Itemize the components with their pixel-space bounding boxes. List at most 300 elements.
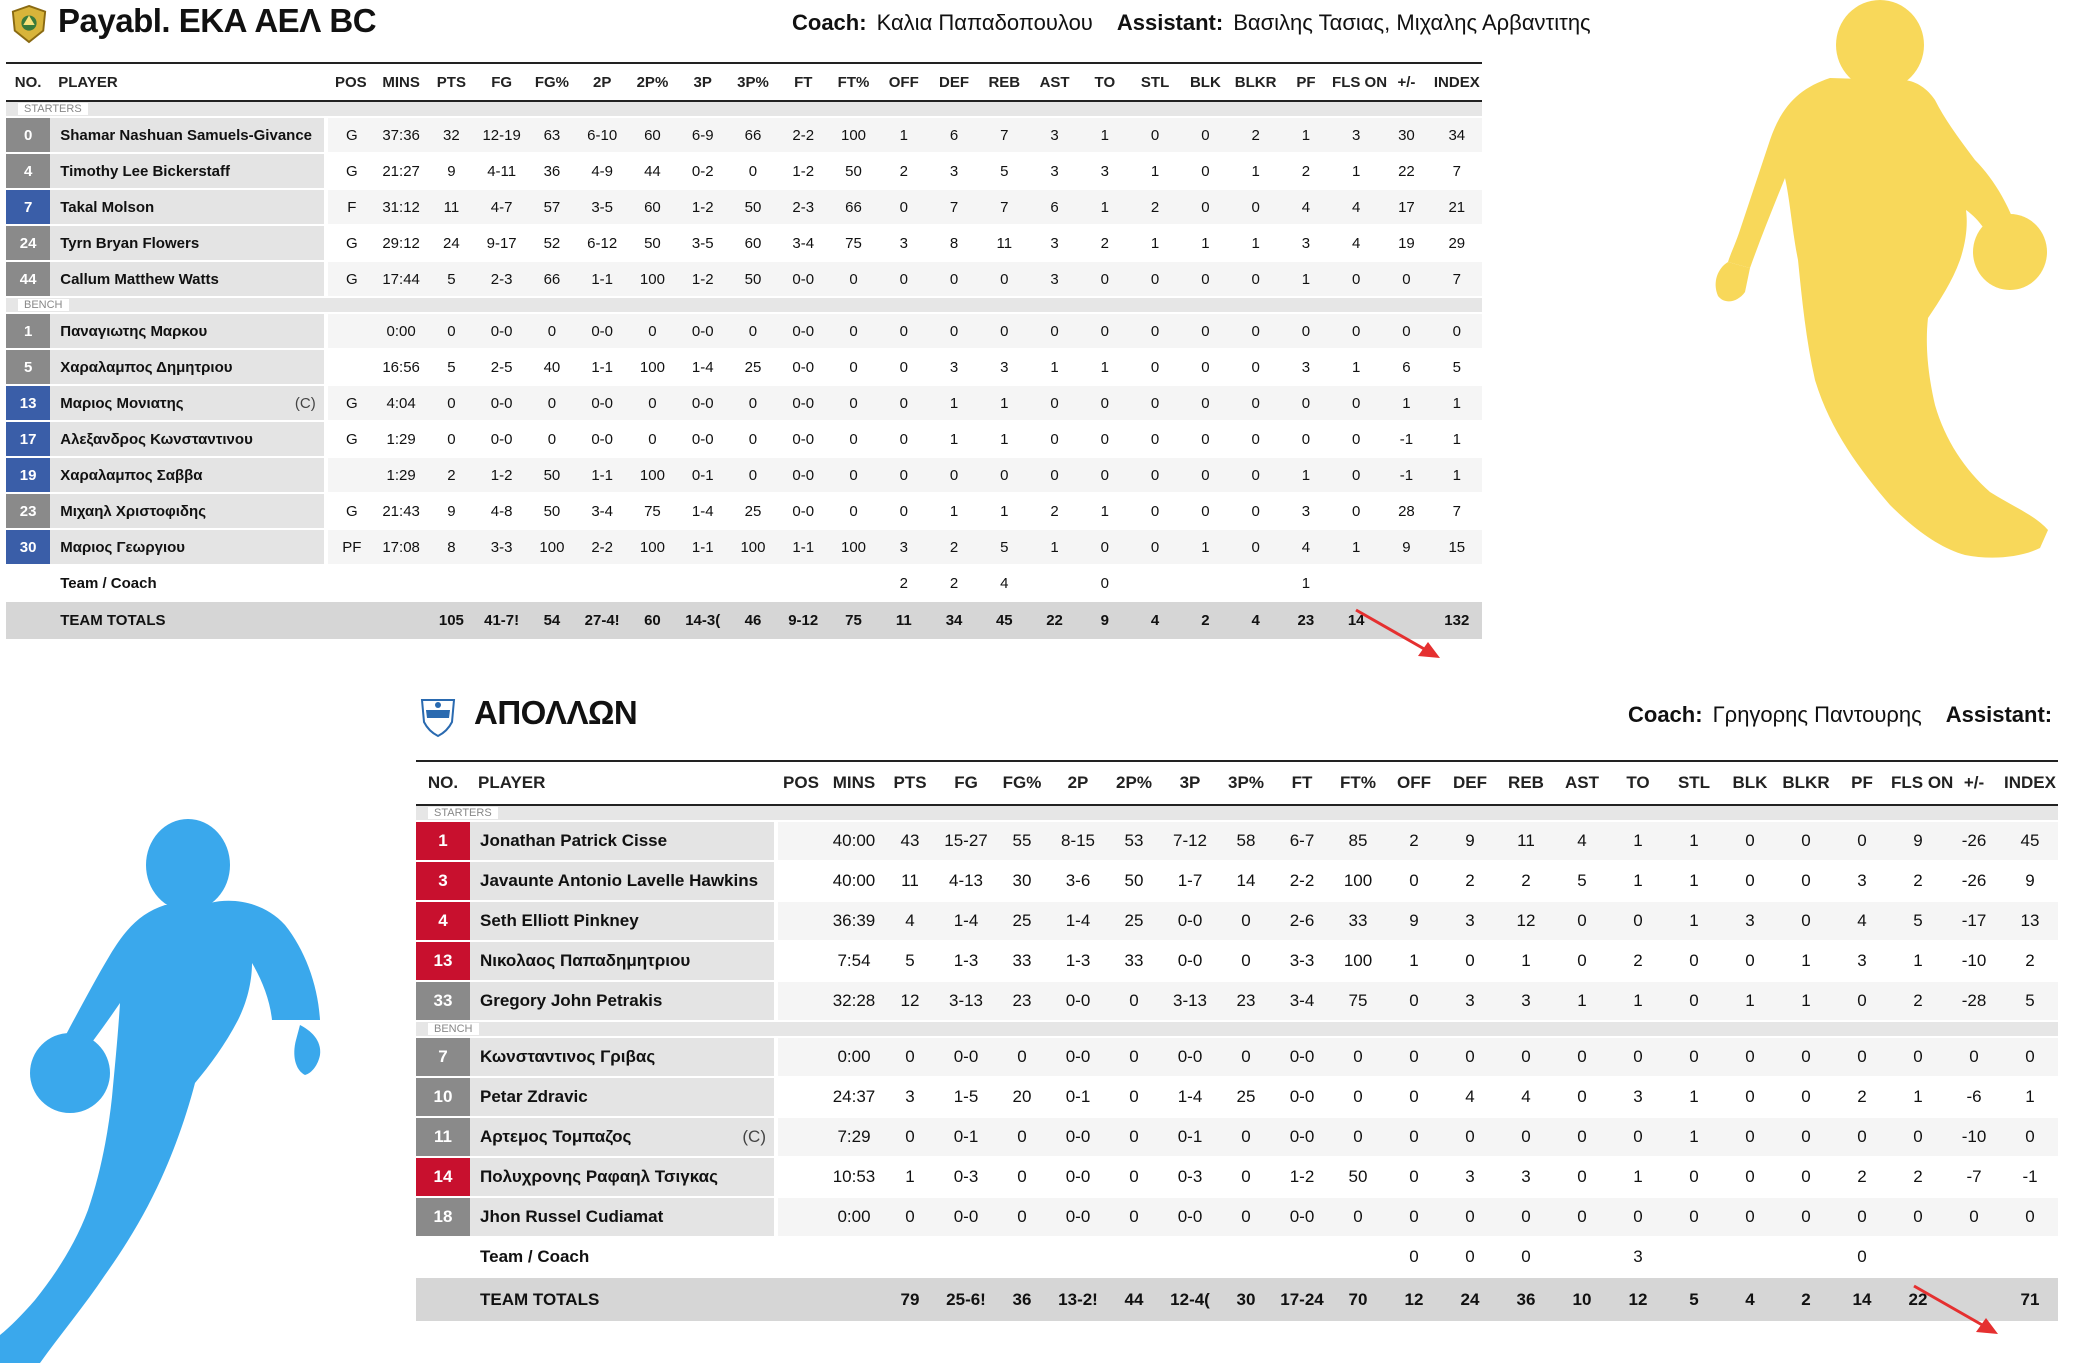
stat-cell: 0 bbox=[1554, 1117, 1610, 1157]
stat-cell: 75 bbox=[1330, 981, 1386, 1021]
stat-cell: 4 bbox=[979, 565, 1029, 601]
stat-cell: 1 bbox=[1666, 1117, 1722, 1157]
column-header[interactable]: PLAYER bbox=[470, 761, 776, 805]
stat-cell: 0 bbox=[1946, 1197, 2002, 1237]
player-name[interactable] bbox=[50, 313, 325, 349]
stat-cell: 21:43 bbox=[376, 493, 426, 529]
stat-cell: 4-7 bbox=[477, 189, 527, 225]
player-name-text[interactable]: Αρτεμος Τομπαζος bbox=[480, 1127, 632, 1146]
stat-cell bbox=[776, 1237, 826, 1277]
stat-cell: -1 bbox=[2002, 1157, 2058, 1197]
stat-cell bbox=[826, 1237, 882, 1277]
player-name-text[interactable]: Χαραλαμπος Δημητριου bbox=[60, 358, 233, 376]
stat-cell: 4 bbox=[1834, 901, 1890, 941]
stat-cell: 2 bbox=[1890, 861, 1946, 901]
player-name[interactable] bbox=[50, 189, 325, 225]
stat-cell: 2-3 bbox=[477, 261, 527, 297]
stat-cell: 0 bbox=[1442, 1117, 1498, 1157]
stat-cell: 3-3 bbox=[477, 529, 527, 565]
stat-cell: 100 bbox=[1330, 941, 1386, 981]
stat-cell: 23 bbox=[994, 981, 1050, 1021]
stat-cell: 2-5 bbox=[477, 349, 527, 385]
column-header[interactable]: 3P bbox=[678, 63, 728, 101]
jersey-number: 18 bbox=[416, 1197, 470, 1237]
total-cell: 12-4( bbox=[1162, 1277, 1218, 1321]
stat-cell: F bbox=[326, 189, 376, 225]
player-row[interactable] bbox=[416, 1077, 2058, 1117]
player-name-text[interactable]: Javaunte Antonio Lavelle Hawkins bbox=[480, 871, 759, 890]
bench-section bbox=[6, 297, 1482, 313]
stat-cell: 0 bbox=[879, 385, 929, 421]
stat-cell: G bbox=[326, 153, 376, 189]
stat-cell: 0-0 bbox=[1274, 1197, 1330, 1237]
player-name-text[interactable]: Gregory John Petrakis bbox=[480, 991, 663, 1010]
blue-player-silhouette bbox=[0, 815, 360, 1363]
stat-cell: 58 bbox=[1218, 821, 1274, 861]
stat-cell: 0-0 bbox=[1050, 1197, 1106, 1237]
stat-cell: 3 bbox=[1610, 1237, 1666, 1277]
column-header[interactable]: FLS ON bbox=[1331, 63, 1381, 101]
player-name-text[interactable]: Seth Elliott Pinkney bbox=[480, 911, 639, 930]
stat-cell: G bbox=[326, 225, 376, 261]
stat-cell: 0-3 bbox=[1162, 1157, 1218, 1197]
jersey-number: 7 bbox=[6, 189, 50, 225]
player-row[interactable] bbox=[6, 189, 1482, 225]
column-header[interactable]: 2P bbox=[577, 63, 627, 101]
column-header[interactable]: FLS ON bbox=[1890, 761, 1946, 805]
stat-cell: 4 bbox=[1331, 225, 1381, 261]
column-header[interactable]: NO. bbox=[416, 761, 470, 805]
stat-cell: 0 bbox=[1554, 1157, 1610, 1197]
player-name[interactable] bbox=[470, 941, 776, 981]
jersey-number: 14 bbox=[416, 1157, 470, 1197]
stat-cell: 8 bbox=[929, 225, 979, 261]
column-header[interactable]: INDEX bbox=[2002, 761, 2058, 805]
player-row[interactable] bbox=[416, 901, 2058, 941]
player-row[interactable] bbox=[416, 1117, 2058, 1157]
stat-cell: 6-9 bbox=[678, 117, 728, 153]
stat-cell: 1 bbox=[1498, 941, 1554, 981]
column-header[interactable]: FT% bbox=[1330, 761, 1386, 805]
column-header[interactable]: INDEX bbox=[1432, 63, 1482, 101]
column-header[interactable]: DEF bbox=[929, 63, 979, 101]
player-name-text[interactable]: Αλεξανδρος Κωνσταντινου bbox=[60, 430, 253, 448]
player-row[interactable] bbox=[416, 1157, 2058, 1197]
total-cell: 12 bbox=[1610, 1277, 1666, 1321]
jersey-number: 1 bbox=[416, 821, 470, 861]
player-name-text[interactable]: Νικολαος Παπαδημητριου bbox=[480, 951, 691, 970]
column-header[interactable]: PF bbox=[1281, 63, 1331, 101]
stat-cell: 1 bbox=[1080, 117, 1130, 153]
column-header[interactable]: FT bbox=[778, 63, 828, 101]
stat-cell: 3 bbox=[1834, 941, 1890, 981]
stat-cell: 0 bbox=[1890, 1117, 1946, 1157]
stat-cell: 1 bbox=[929, 421, 979, 457]
player-name-text[interactable]: Πολυχρονης Ραφαηλ Τσιγκας bbox=[480, 1167, 718, 1186]
player-row[interactable] bbox=[416, 861, 2058, 901]
player-name-text[interactable]: Παναγιωτης Μαρκου bbox=[60, 322, 208, 340]
stat-cell: 40:00 bbox=[826, 821, 882, 861]
total-cell: 71 bbox=[2002, 1277, 2058, 1321]
player-name-text[interactable]: Callum Matthew Watts bbox=[60, 270, 219, 288]
section-label: BENCH bbox=[428, 1023, 479, 1035]
stat-cell: 17 bbox=[1381, 189, 1431, 225]
stat-cell: 7:29 bbox=[826, 1117, 882, 1157]
player-name-text[interactable]: Takal Molson bbox=[60, 198, 155, 216]
stat-cell: 1 bbox=[1029, 349, 1079, 385]
stat-cell: 0 bbox=[1331, 261, 1381, 297]
column-header[interactable]: +/- bbox=[1946, 761, 2002, 805]
total-cell: 9 bbox=[1080, 601, 1130, 639]
stat-cell: 3 bbox=[1442, 901, 1498, 941]
total-cell: 54 bbox=[527, 601, 577, 639]
column-header[interactable]: FT bbox=[1274, 761, 1330, 805]
column-header[interactable]: 2P% bbox=[1106, 761, 1162, 805]
stat-cell: 2 bbox=[1386, 821, 1442, 861]
player-name[interactable] bbox=[50, 261, 325, 297]
stat-cell: 1-4 bbox=[938, 901, 994, 941]
column-header[interactable]: AST bbox=[1029, 63, 1079, 101]
column-header[interactable]: STL bbox=[1130, 63, 1180, 101]
stat-cell: 1 bbox=[979, 385, 1029, 421]
stat-cell: 0 bbox=[1218, 1117, 1274, 1157]
stat-cell: 0 bbox=[979, 457, 1029, 493]
stat-cell: 0 bbox=[1331, 313, 1381, 349]
column-header[interactable]: REB bbox=[979, 63, 1029, 101]
column-header[interactable]: 3P% bbox=[1218, 761, 1274, 805]
stat-cell: 2 bbox=[1080, 225, 1130, 261]
stat-cell: 0 bbox=[1778, 1077, 1834, 1117]
stat-cell: 44 bbox=[627, 153, 677, 189]
player-row[interactable] bbox=[6, 117, 1482, 153]
column-header[interactable]: BLKR bbox=[1778, 761, 1834, 805]
stat-cell: 0 bbox=[728, 153, 778, 189]
stat-cell: 1-4 bbox=[1162, 1077, 1218, 1117]
player-row[interactable] bbox=[416, 1037, 2058, 1077]
player-name[interactable] bbox=[470, 821, 776, 861]
stat-cell: 1-3 bbox=[938, 941, 994, 981]
player-name[interactable] bbox=[470, 981, 776, 1021]
header-row bbox=[416, 761, 2058, 805]
column-header[interactable]: FT% bbox=[828, 63, 878, 101]
captain-badge: (C) bbox=[742, 1127, 766, 1146]
player-row[interactable] bbox=[6, 385, 1482, 421]
stat-cell: 0 bbox=[1080, 261, 1130, 297]
stat-cell bbox=[1432, 565, 1482, 601]
player-name[interactable] bbox=[470, 901, 776, 941]
total-cell: 5 bbox=[1666, 1277, 1722, 1321]
stat-cell: 30 bbox=[994, 861, 1050, 901]
stat-cell: 15-27 bbox=[938, 821, 994, 861]
stat-cell: 0 bbox=[1130, 493, 1180, 529]
column-header[interactable]: PF bbox=[1834, 761, 1890, 805]
stat-cell: 0 bbox=[1722, 1037, 1778, 1077]
stat-cell: 0 bbox=[1554, 941, 1610, 981]
column-header[interactable]: MINS bbox=[826, 761, 882, 805]
stat-cell bbox=[1381, 565, 1431, 601]
stat-cell: 1 bbox=[2002, 1077, 2058, 1117]
stat-cell: 0 bbox=[1080, 565, 1130, 601]
stat-cell: 0 bbox=[882, 1117, 938, 1157]
jersey-number: 4 bbox=[6, 153, 50, 189]
stat-cell: 1 bbox=[1722, 981, 1778, 1021]
jersey-number: 44 bbox=[6, 261, 50, 297]
column-header[interactable]: PLAYER bbox=[50, 63, 325, 101]
coach-label: Coach: bbox=[792, 10, 867, 35]
stat-cell: 0 bbox=[1386, 1037, 1442, 1077]
stat-cell: 0 bbox=[1180, 117, 1230, 153]
column-header[interactable]: FG% bbox=[527, 63, 577, 101]
stat-cell: 4-9 bbox=[577, 153, 627, 189]
stat-cell: 4 bbox=[1442, 1077, 1498, 1117]
stat-cell: 6-7 bbox=[1274, 821, 1330, 861]
player-row[interactable] bbox=[6, 261, 1482, 297]
stat-cell: 60 bbox=[627, 189, 677, 225]
player-name-text[interactable]: Χαραλαμπος Σαββα bbox=[60, 466, 203, 484]
player-row[interactable] bbox=[416, 821, 2058, 861]
player-name-text[interactable]: Jhon Russel Cudiamat bbox=[480, 1207, 664, 1226]
column-header[interactable]: OFF bbox=[879, 63, 929, 101]
total-cell: 22 bbox=[1890, 1277, 1946, 1321]
stat-cell: 1:29 bbox=[376, 421, 426, 457]
stat-cell: 28 bbox=[1381, 493, 1431, 529]
jersey-number: 30 bbox=[6, 529, 50, 565]
column-header[interactable]: FG bbox=[477, 63, 527, 101]
column-header[interactable]: TO bbox=[1610, 761, 1666, 805]
stat-cell: 1 bbox=[1890, 1077, 1946, 1117]
player-row[interactable] bbox=[6, 153, 1482, 189]
stat-cell: 5 bbox=[426, 261, 476, 297]
section-label: STARTERS bbox=[428, 807, 498, 819]
player-row[interactable] bbox=[416, 941, 2058, 981]
stat-cell: 3 bbox=[979, 349, 1029, 385]
stat-cell: 25 bbox=[1106, 901, 1162, 941]
column-header[interactable]: 2P bbox=[1050, 761, 1106, 805]
player-row[interactable] bbox=[6, 349, 1482, 385]
column-header[interactable]: FG bbox=[938, 761, 994, 805]
stat-cell: 5 bbox=[1432, 349, 1482, 385]
player-name[interactable] bbox=[470, 1037, 776, 1077]
column-header[interactable]: BLKR bbox=[1231, 63, 1281, 101]
stat-cell: 3 bbox=[1281, 349, 1331, 385]
player-name-text[interactable]: Shamar Nashuan Samuels-Givance bbox=[60, 126, 313, 144]
player-name[interactable] bbox=[50, 529, 325, 565]
player-row[interactable] bbox=[416, 1197, 2058, 1237]
player-name[interactable] bbox=[50, 421, 325, 457]
total-cell: 75 bbox=[828, 601, 878, 639]
total-cell: 132 bbox=[1432, 601, 1482, 639]
stat-cell: 75 bbox=[828, 225, 878, 261]
stat-cell: 0 bbox=[1218, 941, 1274, 981]
total-cell: 9-12 bbox=[778, 601, 828, 639]
column-header[interactable]: TO bbox=[1080, 63, 1130, 101]
stat-cell: -1 bbox=[1381, 421, 1431, 457]
stat-cell: -17 bbox=[1946, 901, 2002, 941]
player-name[interactable] bbox=[50, 457, 325, 493]
stat-cell: 2-2 bbox=[778, 117, 828, 153]
stat-cell: 0 bbox=[1130, 117, 1180, 153]
stat-cell: 1-4 bbox=[678, 349, 728, 385]
player-name[interactable] bbox=[50, 117, 325, 153]
player-name[interactable] bbox=[470, 1197, 776, 1237]
player-row[interactable] bbox=[6, 493, 1482, 529]
column-header[interactable]: MINS bbox=[376, 63, 426, 101]
stat-cell bbox=[577, 565, 627, 601]
jersey-number: 19 bbox=[6, 457, 50, 493]
player-row[interactable] bbox=[6, 457, 1482, 493]
stat-cell: 0-1 bbox=[1050, 1077, 1106, 1117]
stat-cell: 2 bbox=[1029, 493, 1079, 529]
player-name[interactable] bbox=[50, 153, 325, 189]
stat-cell: 0-1 bbox=[678, 457, 728, 493]
stat-cell: 3 bbox=[1722, 901, 1778, 941]
stat-cell: G bbox=[326, 421, 376, 457]
player-row[interactable] bbox=[416, 981, 2058, 1021]
column-header[interactable]: 2P% bbox=[627, 63, 677, 101]
stat-cell: 0 bbox=[527, 421, 577, 457]
stat-cell: 1 bbox=[929, 493, 979, 529]
player-name-text[interactable]: Μαριος Γεωργιου bbox=[60, 538, 186, 556]
stat-cell: 85 bbox=[1330, 821, 1386, 861]
stat-cell: 66 bbox=[828, 189, 878, 225]
stat-cell: 50 bbox=[728, 189, 778, 225]
player-name-text[interactable]: Κωνσταντινος Γριβας bbox=[480, 1047, 656, 1066]
stat-cell: 1 bbox=[1281, 457, 1331, 493]
stat-cell: 100 bbox=[828, 529, 878, 565]
stat-cell: 0 bbox=[1554, 1077, 1610, 1117]
stat-cell: 0 bbox=[1778, 901, 1834, 941]
player-name[interactable] bbox=[470, 1077, 776, 1117]
stat-cell: 0 bbox=[1834, 1197, 1890, 1237]
player-name[interactable] bbox=[470, 1117, 776, 1157]
column-header[interactable]: POS bbox=[326, 63, 376, 101]
stat-cell bbox=[1231, 565, 1281, 601]
column-header[interactable]: 3P bbox=[1162, 761, 1218, 805]
stat-cell: 0 bbox=[879, 313, 929, 349]
stat-cell: 15 bbox=[1432, 529, 1482, 565]
column-header[interactable]: AST bbox=[1554, 761, 1610, 805]
column-header[interactable]: 3P% bbox=[728, 63, 778, 101]
stat-cell: 0 bbox=[1029, 457, 1079, 493]
column-header[interactable]: +/- bbox=[1381, 63, 1431, 101]
stat-cell: 2 bbox=[1834, 1157, 1890, 1197]
stat-cell: G bbox=[326, 261, 376, 297]
stat-cell bbox=[1106, 1237, 1162, 1277]
stat-cell: 11 bbox=[979, 225, 1029, 261]
stat-cell: 0 bbox=[1080, 457, 1130, 493]
stat-cell: 9 bbox=[1442, 821, 1498, 861]
player-name-text[interactable]: Tyrn Bryan Flowers bbox=[60, 234, 200, 252]
total-cell: 17-24 bbox=[1274, 1277, 1330, 1321]
stat-cell: 36 bbox=[527, 153, 577, 189]
stat-cell: 2-2 bbox=[1274, 861, 1330, 901]
player-name[interactable] bbox=[50, 493, 325, 529]
stat-cell: 0 bbox=[1610, 901, 1666, 941]
player-name[interactable] bbox=[50, 385, 325, 421]
stat-cell: 0 bbox=[2002, 1117, 2058, 1157]
player-name[interactable] bbox=[50, 349, 325, 385]
player-name-text[interactable]: Petar Zdravic bbox=[480, 1087, 588, 1106]
column-header[interactable]: DEF bbox=[1442, 761, 1498, 805]
stat-cell: 1 bbox=[1180, 225, 1230, 261]
stat-cell: 66 bbox=[728, 117, 778, 153]
total-cell: 14 bbox=[1331, 601, 1381, 639]
stat-cell: 0 bbox=[929, 313, 979, 349]
column-header[interactable]: BLK bbox=[1180, 63, 1230, 101]
player-row[interactable] bbox=[6, 529, 1482, 565]
jersey-number: 5 bbox=[6, 349, 50, 385]
stat-cell: 0 bbox=[728, 313, 778, 349]
player-name-text[interactable]: Μιχαηλ Χριστοφιδης bbox=[60, 502, 206, 520]
player-name-text[interactable]: Μαριος Μονιατης bbox=[60, 394, 184, 412]
stat-cell: 4-11 bbox=[477, 153, 527, 189]
stat-cell bbox=[1554, 1237, 1610, 1277]
stat-cell: PF bbox=[326, 529, 376, 565]
stat-cell: 0 bbox=[1130, 421, 1180, 457]
stat-cell: 100 bbox=[527, 529, 577, 565]
stat-cell: 3 bbox=[1029, 153, 1079, 189]
total-cell: 36 bbox=[1498, 1277, 1554, 1321]
stat-cell: 0 bbox=[994, 1197, 1050, 1237]
stat-cell bbox=[776, 1117, 826, 1157]
stat-cell: 3 bbox=[1442, 981, 1498, 1021]
player-row[interactable] bbox=[6, 313, 1482, 349]
stat-cell: 0 bbox=[1029, 313, 1079, 349]
column-header[interactable]: BLK bbox=[1722, 761, 1778, 805]
column-header[interactable]: OFF bbox=[1386, 761, 1442, 805]
stat-cell: 0 bbox=[1498, 1197, 1554, 1237]
stat-cell: 0-0 bbox=[778, 313, 828, 349]
stat-cell: 0 bbox=[828, 385, 878, 421]
total-cell: 23 bbox=[1281, 601, 1331, 639]
team-totals-label: TEAM TOTALS bbox=[50, 601, 325, 639]
column-header[interactable]: POS bbox=[776, 761, 826, 805]
stat-cell: 12 bbox=[1498, 901, 1554, 941]
stat-cell: 11 bbox=[1498, 821, 1554, 861]
column-header[interactable]: STL bbox=[1666, 761, 1722, 805]
stat-cell: 1-2 bbox=[678, 261, 728, 297]
total-cell: 2 bbox=[1180, 601, 1230, 639]
column-header[interactable]: PTS bbox=[882, 761, 938, 805]
player-name-text[interactable]: Jonathan Patrick Cisse bbox=[480, 831, 668, 850]
player-row[interactable] bbox=[6, 225, 1482, 261]
team-coach-row bbox=[6, 565, 1482, 601]
stat-cell: 100 bbox=[627, 457, 677, 493]
player-name[interactable] bbox=[50, 225, 325, 261]
column-header[interactable]: FG% bbox=[994, 761, 1050, 805]
stat-cell: 3 bbox=[1281, 493, 1331, 529]
stat-cell: 0 bbox=[1778, 861, 1834, 901]
stat-cell: 63 bbox=[527, 117, 577, 153]
stat-cell: 2 bbox=[2002, 941, 2058, 981]
stat-cell: 0 bbox=[1106, 1197, 1162, 1237]
player-name[interactable] bbox=[470, 1157, 776, 1197]
player-row[interactable] bbox=[6, 421, 1482, 457]
stat-cell: 3 bbox=[1029, 225, 1079, 261]
stat-cell: 0 bbox=[1130, 349, 1180, 385]
stat-cell: 0 bbox=[1498, 1037, 1554, 1077]
stat-cell: 37:36 bbox=[376, 117, 426, 153]
column-header[interactable]: NO. bbox=[6, 63, 50, 101]
player-name-text[interactable]: Timothy Lee Bickerstaff bbox=[60, 162, 231, 180]
player-name[interactable] bbox=[470, 861, 776, 901]
stat-cell: 5 bbox=[426, 349, 476, 385]
coach-label: Coach: bbox=[1628, 702, 1703, 727]
column-header[interactable]: REB bbox=[1498, 761, 1554, 805]
stat-cell: 0 bbox=[879, 189, 929, 225]
total-cell: 36 bbox=[994, 1277, 1050, 1321]
column-header[interactable]: PTS bbox=[426, 63, 476, 101]
